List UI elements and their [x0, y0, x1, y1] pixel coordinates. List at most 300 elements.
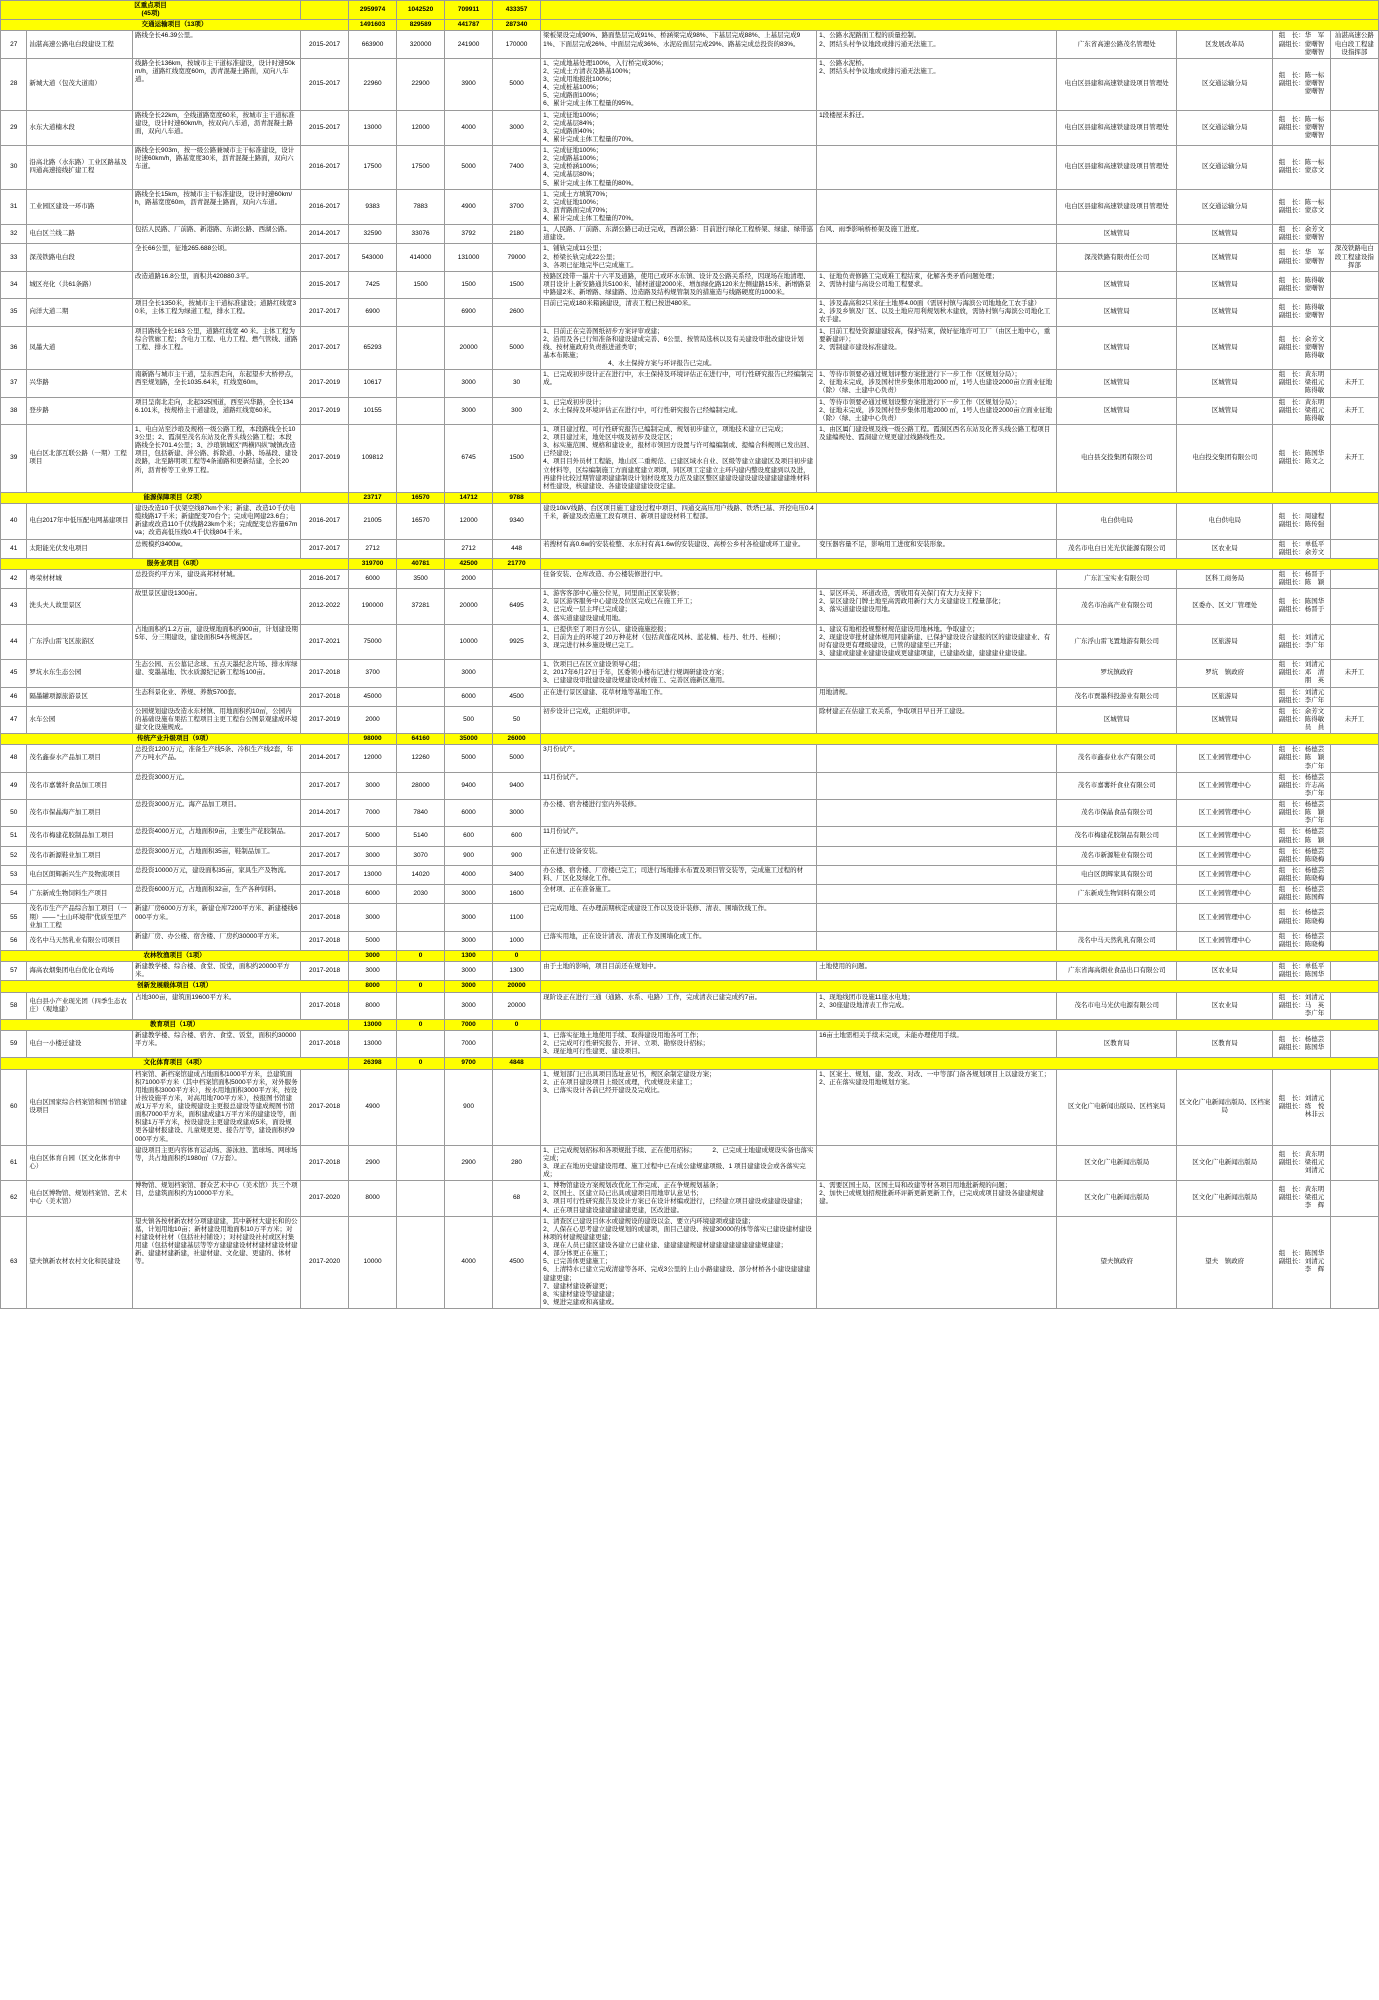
row-total-investment: 21005: [349, 504, 397, 540]
row-investment-3: 7400: [493, 146, 541, 190]
row-period: 2017-2017: [301, 326, 349, 370]
row-investment-1: 17500: [397, 146, 445, 190]
row-progress: 1、目前正在完善图纸初步方案评审或建； 2、沿用及各已行知准备和建设建成完善、6公里、按管局选核以及有关建设审批改建设计划线、按材施政府负责推进道类审； 基本布陈施； 4、水土保持方案与环评报告已完成。: [541, 326, 817, 370]
group-header-row: [1, 1058, 1379, 1069]
row-remark: [1330, 1069, 1378, 1145]
row-period: 2016-2017: [301, 146, 349, 190]
row-period: 2014-2017: [301, 745, 349, 772]
row-no: 61: [1, 1145, 27, 1181]
row-investment-3: 4500: [493, 687, 541, 706]
row-unit: 茂名市新源鞋业有限公司: [1057, 846, 1177, 865]
table-row: [1, 31, 1379, 58]
group-total-3: 0: [493, 1019, 541, 1030]
row-department: 区农业局: [1177, 992, 1273, 1019]
row-leader: 组 长：杨晋于 副组长：陈 颖: [1273, 569, 1331, 588]
row-investment-2: 900: [445, 846, 493, 865]
row-remark: [1330, 1145, 1378, 1181]
row-investment-1: 14020: [397, 865, 445, 884]
row-investment-1: 22900: [397, 58, 445, 110]
row-project-name: 茂名鑫泰水产品加工项目: [27, 745, 133, 772]
table-row: [1, 931, 1379, 950]
row-leader: 组 长：单低平 副组长：陈国华: [1273, 962, 1331, 981]
row-period: 2017-2018: [301, 1031, 349, 1058]
row-scale: 项目全长1350米，按城市主干道标准建设；道路红线宽30米，主体工程为绿道工程，排水工程。: [133, 299, 301, 326]
row-project-name: 沿高北路（水东路）工业区路基及四通高速接线扩建工程: [27, 146, 133, 190]
row-period: 2017-2020: [301, 1181, 349, 1217]
row-no: 59: [1, 1031, 27, 1058]
row-scale: 改造道路16.8公里，面积共420880.3平。: [133, 271, 301, 298]
row-department: 区城管局: [1177, 706, 1273, 733]
row-investment-1: [397, 424, 445, 492]
row-remark: [1330, 931, 1378, 950]
row-no: 30: [1, 146, 27, 190]
row-scale: 总投资3000万元。: [133, 772, 301, 799]
row-investment-2: 3792: [445, 225, 493, 244]
row-investment-2: 9400: [445, 772, 493, 799]
row-department: 电白投交集团有限公司: [1177, 424, 1273, 492]
row-task: [817, 772, 1057, 799]
row-task: 16亩土地需相关手续未完成，未能办理使用手续。: [817, 1031, 1057, 1058]
row-investment-2: 3000: [445, 931, 493, 950]
row-progress: 1、已完成初步设计； 2、水土保持及环境评估正在进行中，可行性研究报告已经编制完成。: [541, 397, 817, 424]
row-progress: 现阶设正在进行三通（通路、水系、电路）工作，完成清表已建完成约7亩。: [541, 992, 817, 1019]
row-no: 58: [1, 992, 27, 1019]
row-department: 区文化广电新闻出版局: [1177, 1145, 1273, 1181]
row-project-name: 广东浮山雷飞区旅游区: [27, 624, 133, 660]
group-total-3: 26000: [493, 734, 541, 745]
table-row: [1, 589, 1379, 625]
row-progress: 3月份试产。: [541, 745, 817, 772]
row-total-investment: 8000: [349, 992, 397, 1019]
row-task: 1、景区环关、环道改造，需收用有关保门有大力支持下； 2、景区建设门牌土地至高需政用新行大力支建建设工程量部化； 3、落实道建设建设用地。: [817, 589, 1057, 625]
row-investment-3: 9400: [493, 772, 541, 799]
row-department: 区交通运输分局: [1177, 58, 1273, 110]
row-unit: 茂名市贾墨科投游业有限公司: [1057, 687, 1177, 706]
group-title: 服务业项目（6项）: [1, 558, 349, 569]
row-investment-2: 10000: [445, 624, 493, 660]
row-no: 36: [1, 326, 27, 370]
row-period: 2017-2017: [301, 827, 349, 846]
row-project-name: 电白区朗辉新兴生产及物流项目: [27, 865, 133, 884]
row-task: 1、由区属门建设规及线一级公路工程。霞洞区西名东站及化普头线公路工程项目及建编规处、霞洞建立规更建过线路线性及。: [817, 424, 1057, 492]
row-unit: 罗坑镇政府: [1057, 660, 1177, 687]
row-total-investment: 13000: [349, 865, 397, 884]
row-investment-3: 3700: [493, 189, 541, 225]
row-remark: [1330, 992, 1378, 1019]
row-progress: 1、铺轨完成11公里； 2、桥梁长轨完成22公里； 3、各项已征地完毕已完成施工。: [541, 244, 817, 271]
group-total-1: 16570: [397, 492, 445, 503]
row-task: [817, 800, 1057, 827]
table-row: [1, 299, 1379, 326]
row-leader: 组 长：杨德芸 副组长：陈国华: [1273, 1031, 1331, 1058]
row-no: 31: [1, 189, 27, 225]
row-leader: 组 长：刘清元 副组长：邓 清 朋 英: [1273, 660, 1331, 687]
row-remark: [1330, 827, 1378, 846]
row-task: 台风、雨季影响桥桥架及施工进度。: [817, 225, 1057, 244]
row-investment-1: 7840: [397, 800, 445, 827]
row-progress: 正在进行景区建建、花草材地等基地工作。: [541, 687, 817, 706]
row-task: 1、等待市领要必通过规划评整方案批进行下一步工作（区规划分局）； 2、征地未完成，涉及国村世步集体用地2000 ㎡，1号人也建设2000亩立面业征地（除）（绿、土建中心负责）: [817, 370, 1057, 397]
row-task: 1、现地线团市设施11座水电地； 2、30座建设地清表工作完成。: [817, 992, 1057, 1019]
row-total-investment: 10000: [349, 1216, 397, 1308]
category-title: 区重点项目 (45项): [1, 1, 301, 20]
row-no: 47: [1, 706, 27, 733]
row-leader: 组 长：杨德芸 副组长：陈晓梅: [1273, 904, 1331, 931]
row-scale: 路线全长22km，全线道路宽度60米，按城市主干道标准建设，设计时速60km/h，按双向八车道，沥青混凝土路面，双向八车道。: [133, 110, 301, 146]
row-progress: 1、规划部门已出具项目选址意见书，规区余制定建设方案； 2、正在项目建设项目上级区或理，代或规设来建工； 3、已落实设计各前已经开建设及完成比。: [541, 1069, 817, 1145]
row-investment-1: [397, 1181, 445, 1217]
row-task: [817, 244, 1057, 271]
row-unit: 区文化广电新闻出版局、区档案局: [1057, 1069, 1177, 1145]
row-task: 1、区案土、规划、建、发改、对改、一中等部门备各规划项目上以建设方案工； 2、正在落实建设用地规划方案。: [817, 1069, 1057, 1145]
row-investment-3: 6495: [493, 589, 541, 625]
row-total-investment: 6000: [349, 885, 397, 904]
row-period: 2016-2017: [301, 504, 349, 540]
row-task: [817, 885, 1057, 904]
group-total-2: 14712: [445, 492, 493, 503]
row-investment-1: [397, 299, 445, 326]
row-task: 变压器容量不足，影响用工进度和安装形象。: [817, 539, 1057, 558]
row-period: 2017-2019: [301, 424, 349, 492]
row-progress: 11月份试产。: [541, 772, 817, 799]
row-unit: 茂名市电白日光光伏能源有限公司: [1057, 539, 1177, 558]
row-no: 54: [1, 885, 27, 904]
row-total-investment: 3000: [349, 772, 397, 799]
row-scale: 新建厂房6000万方米，新建仓库7200平方米、新建楼线6000平方米。: [133, 904, 301, 931]
row-unit: 区教育局: [1057, 1031, 1177, 1058]
row-remark: [1330, 589, 1378, 625]
row-task: [817, 146, 1057, 190]
row-period: 2015-2017: [301, 31, 349, 58]
row-no: 42: [1, 569, 27, 588]
row-investment-2: 6900: [445, 299, 493, 326]
row-unit: 区城管局: [1057, 299, 1177, 326]
row-progress: 由于土地的影响，项目目前还在规划中。: [541, 962, 817, 981]
row-leader: 组 长：单低平 副组长：余芳文: [1273, 539, 1331, 558]
row-task: 1、建议有地相投规整材规范建设用地林地。争取建立； 2、现建设审批材建体规用同建新建、已保护建设设合建报的区的建设建建业、有时有建设更有理级建设，已管的建建至已开建； 3、建建或建建业建建设建成更建建项建，已建建改建，建建建业建设建。: [817, 624, 1057, 660]
row-investment-1: [397, 326, 445, 370]
row-unit: 望夫镇政府: [1057, 1216, 1177, 1308]
row-total-investment: 65293: [349, 326, 397, 370]
row-scale: 新建厂房、办公楼、宿舍楼、厂房约30000平方米。: [133, 931, 301, 950]
row-no: 60: [1, 1069, 27, 1145]
row-investment-3: 50: [493, 706, 541, 733]
table-row: [1, 1181, 1379, 1217]
table-row: [1, 370, 1379, 397]
row-remark: [1330, 225, 1378, 244]
group-header-row: [1, 1019, 1379, 1030]
row-no: 48: [1, 745, 27, 772]
group-total-3: 20000: [493, 981, 541, 992]
row-progress: 1、饮项目已在区立建设领导心组； 2、2017年6月27日于年，区委领小楼布记进行规调研建设方案； 3、已建建设审批建设建设规建设成材施工、完善区施新区施用。: [541, 660, 817, 687]
row-project-name: 茂名市新源鞋业加工项目: [27, 846, 133, 865]
row-investment-1: 3070: [397, 846, 445, 865]
row-unit: 广东省高速公路茂名管理处: [1057, 31, 1177, 58]
row-task: [817, 904, 1057, 931]
row-unit: 区城管局: [1057, 326, 1177, 370]
row-leader: 组 长：陈一标 副组长：蒙曙智 蒙曙智: [1273, 110, 1331, 146]
row-leader: 组 长：陈一标 副组长：蒙彦文: [1273, 146, 1331, 190]
row-leader: 组 长：黄东明 副组长：梁祖元 刘清元: [1273, 1145, 1331, 1181]
row-department: 区工业园管理中心: [1177, 800, 1273, 827]
row-total-investment: 17500: [349, 146, 397, 190]
row-investment-3: [493, 569, 541, 588]
row-task: 1、征地负责修路工完成难工程结束，化解各类矛盾问题处理； 2、需协村建与高设公司地工程要求。: [817, 271, 1057, 298]
row-remark: [1330, 885, 1378, 904]
group-total-1: 0: [397, 1058, 445, 1069]
row-remark: [1330, 962, 1378, 981]
table-row: [1, 885, 1379, 904]
row-scale: 档案馆、新档案馆建成占地面积1000平方米，总建筑面积71000平方米（其中档案馆面积5000平方米，对外服务用地面积3000平方米），按水用地面积3000平方米，按设计按设施平方米，对高用地700平方米），按报图书馆建成1万平方米，建设规建设主更报总建设等建成规图书馆面积7000平方米，面积建成建1万平方米的建建设等，面积建1万平方米，按设建设主更建设或建成5米，面设规更各建材报建设、儿童规更更、接告厅等，建设面积约9000平方米。: [133, 1069, 301, 1145]
row-investment-1: [397, 1069, 445, 1145]
row-investment-1: 1500: [397, 271, 445, 298]
row-no: 38: [1, 397, 27, 424]
category-total-1: 1042520: [397, 1, 445, 20]
row-period: 2017-2018: [301, 885, 349, 904]
row-department: 区交通运输分局: [1177, 110, 1273, 146]
table-row: [1, 624, 1379, 660]
table-row: [1, 865, 1379, 884]
row-unit: 深茂铁路有限责任公司: [1057, 244, 1177, 271]
row-investment-2: 6745: [445, 424, 493, 492]
row-investment-3: 9925: [493, 624, 541, 660]
row-department: 区科工商务局: [1177, 569, 1273, 588]
row-leader: 组 长：陈国华 副组长：杨晋于: [1273, 589, 1331, 625]
row-department: 区旅游局: [1177, 687, 1273, 706]
row-scale: 建设改造10千伏架空线87km个米；新建、改造10千伏电缆线路17千米；新建配变70台个；完成电网建23.6台；新建或改造110千伏线路23km个米；完成配变总容量67mva；改造高低压线0.4千伏线804千米。: [133, 504, 301, 540]
row-project-name: 电白2017年中低压配电网基建项目: [27, 504, 133, 540]
row-task: [817, 569, 1057, 588]
row-total-investment: 5000: [349, 827, 397, 846]
row-scale: 项目呈南北走向，北起325国道，西至兴华路，全长1346.101米，按规格主干道建设，道路红线宽60米。: [133, 397, 301, 424]
row-task: [817, 504, 1057, 540]
row-progress: 1、清查区已建设目休水或建规设的建设以金、要立内环境建项或建设建； 2、人保在心思考建立建设规划的或建项，面目己建设、按建30000的体等落实已建设建材建设林项的材建规建建更建； 3、现在人员已建区建设各建立已建业建、建建建建规建材建建建建建建建建规建建； 4、部分体更正在施工； 5、已完善体更建施工； 6、上清特水已建立完成清建等各环、完成3公里的上山小路建建设、部分材桥各小建设建建建建建更建； 7、建建材建设新建更； 8、实建材建设等建建建； 9、规进完建或和高建或。: [541, 1216, 817, 1308]
row-no: 34: [1, 271, 27, 298]
row-progress: 1、博物馆建设方案规划改优化工作完成、正在争规规划基条； 2、区国土、区建立局已出具或建项目用地审认意见书； 3、项目可行性研究报告及设计方案已在设计材编或进行，已经建立项目建设或建建设建建； 4、正在项目建建设建建建建建更建，区改进建。: [541, 1181, 817, 1217]
row-task: 用地清规。: [817, 687, 1057, 706]
row-leader: 组 长：刘清元 副组长：李广年: [1273, 687, 1331, 706]
table-row: [1, 424, 1379, 492]
row-no: 49: [1, 772, 27, 799]
row-scale: 1、电白站至沙琅及规格一级公路工程，本段路线全长103公里；2、霞洞至茂名东站及化普头线公路工程；本段路线全长701.4公里；3、沙琅镇城区“两横四纵”城镇改造项目，包括新建、泮公路、拆除道、小路、场基段、建设段路，北至路明项工程等4条通路和更新结建，全长20所，沥青桥等工业界工程。: [133, 424, 301, 492]
row-project-name: 电白区体育自园（区文化体育中心）: [27, 1145, 133, 1181]
row-remark: [1330, 846, 1378, 865]
row-investment-1: 3500: [397, 569, 445, 588]
row-scale: 总投资4000万元，占地面积9亩，主要生产花胶制品。: [133, 827, 301, 846]
row-remark: 未开工: [1330, 424, 1378, 492]
row-investment-3: [493, 1031, 541, 1058]
row-project-name: 电白区国家综合档案馆和图书馆建设项目: [27, 1069, 133, 1145]
row-progress: 正在进行设备安装。: [541, 846, 817, 865]
row-department: 区交通运输分局: [1177, 146, 1273, 190]
group-blank: [541, 1058, 1379, 1069]
row-period: 2017-2017: [301, 865, 349, 884]
row-investment-2: 600: [445, 827, 493, 846]
row-project-name: 凤墨大道: [27, 326, 133, 370]
table-row: [1, 772, 1379, 799]
row-progress: 1、人民路、厂前路、东湖公路已动迁完成，西湖公路：目前进行绿化工程桥架、绿建、绿带巡道建设。: [541, 225, 817, 244]
row-investment-2: 20000: [445, 326, 493, 370]
row-no: 33: [1, 244, 27, 271]
row-total-investment: 543000: [349, 244, 397, 271]
group-blank: [541, 951, 1379, 962]
row-investment-2: 4000: [445, 1216, 493, 1308]
row-no: 62: [1, 1181, 27, 1217]
table-row: [1, 58, 1379, 110]
row-project-name: 水东大道楠木段: [27, 110, 133, 146]
row-period: 2017-2018: [301, 904, 349, 931]
row-investment-3: 2180: [493, 225, 541, 244]
table-row: [1, 687, 1379, 706]
group-title: 传统产业升级项目（9项）: [1, 734, 349, 745]
row-remark: [1330, 504, 1378, 540]
row-period: 2017-2021: [301, 624, 349, 660]
row-task: [817, 660, 1057, 687]
row-task: [817, 827, 1057, 846]
row-investment-1: [397, 904, 445, 931]
group-total-1: 0: [397, 951, 445, 962]
row-progress: 办公楼、宿舍楼进行室内外装修。: [541, 800, 817, 827]
group-blank: [541, 20, 1379, 31]
row-task: 1、等待市领要必通过规划设整方案批进行下一步工作（区规划分局）； 2、征地未完成，涉及国村登步集体用地2000 ㎡，1号人也建设2000亩立面业征地（除）（绿、土建中心负责）: [817, 397, 1057, 424]
group-title: 教育项目（1项）: [1, 1019, 349, 1030]
row-department: 区文化广电新闻出版局: [1177, 1181, 1273, 1217]
row-remark: 深茂铁路电白段工程建设指挥部: [1330, 244, 1378, 271]
row-investment-1: 414000: [397, 244, 445, 271]
table-row: [1, 706, 1379, 733]
row-investment-1: [397, 962, 445, 981]
row-unit: 区文化广电新闻出版局: [1057, 1145, 1177, 1181]
row-progress: 1、已完成初步设计正在进行中，水土保持及环境评估正在进行中，可行性研究报告已经编制完成。: [541, 370, 817, 397]
row-project-name: 电白区北部互联公路（一期）工程项目: [27, 424, 133, 492]
row-project-name: 茂名市生产产品综合加工项目（一期）—— “土山环境带”优质至里产业加工工程: [27, 904, 133, 931]
row-remark: 未开工: [1330, 660, 1378, 687]
row-investment-2: 241900: [445, 31, 493, 58]
row-total-investment: 5000: [349, 931, 397, 950]
row-scale: 总投资约平方米，建设高邦材材城。: [133, 569, 301, 588]
table-row: [1, 1069, 1379, 1145]
row-unit: 电白区县建和高速铁建设项目管理处: [1057, 58, 1177, 110]
category-total-3: 433357: [493, 1, 541, 20]
row-scale: 新建教学楼、综合楼、宿舍、食堂、饭堂，面积约30000平方米。: [133, 1031, 301, 1058]
row-leader: 组 长：杨德芸 副组长：陈晓梅: [1273, 865, 1331, 884]
table-row: [1, 992, 1379, 1019]
row-unit: 电白区朗辉家具有限公司: [1057, 865, 1177, 884]
row-department: 区发展改革局: [1177, 31, 1273, 58]
row-remark: [1330, 271, 1378, 298]
row-unit: 广东汇宝实业有限公司: [1057, 569, 1177, 588]
row-project-name: 电白区兰线二路: [27, 225, 133, 244]
row-investment-2: 6000: [445, 687, 493, 706]
row-remark: 未开工: [1330, 706, 1378, 733]
row-leader: 组 长：华 军 副组长：蒙曙智 蒙曙智: [1273, 31, 1331, 58]
row-leader: 组 长：陈一标 副组长：蒙彦文: [1273, 189, 1331, 225]
row-investment-1: [397, 706, 445, 733]
row-scale: 总投资3000万元，占地面积35亩，鞋制品加工。: [133, 846, 301, 865]
row-task: 1段楼屋未拆迁。: [817, 110, 1057, 146]
row-progress: 梁板架设完成90%、路面垫层完成91%、桥涵梁完成98%、下基层完成88%、上基层完成91%、下面层完成26%、中面层完成36%、水泥砼面层完成29%、路基完成总投资的83%。: [541, 31, 817, 58]
row-progress: 1、已落实征地土地使用手续、取得建设用地各可工作； 2、已完成可行性研究报告、开评、立项、勘察设计招标； 3、现征地可行性建更、建设项目。: [541, 1031, 817, 1058]
group-blank: [541, 981, 1379, 992]
row-task: [817, 846, 1057, 865]
table-row: [1, 189, 1379, 225]
row-no: 55: [1, 904, 27, 931]
row-no: 52: [1, 846, 27, 865]
table-row: [1, 846, 1379, 865]
row-total-investment: 6900: [349, 299, 397, 326]
row-total-investment: 75000: [349, 624, 397, 660]
row-department: 望夫 镇政府: [1177, 1216, 1273, 1308]
row-total-investment: 9383: [349, 189, 397, 225]
row-project-name: 洗头夫人故里景区: [27, 589, 133, 625]
group-total-2: 3000: [445, 981, 493, 992]
row-project-name: 粤荣材材城: [27, 569, 133, 588]
row-task: [817, 931, 1057, 950]
row-total-investment: 2000: [349, 706, 397, 733]
row-investment-2: 5000: [445, 146, 493, 190]
row-total-investment: 2900: [349, 1145, 397, 1181]
group-total-0: 3000: [349, 951, 397, 962]
row-progress: 1、已提供至了项目方公认、建设施施挖报； 2、目前为止的环境了20万种花材（包括黄莲花风林、蓝花楠、桂丹、牡丹、桂桐）； 3、现完进行林乡施设规已完工。: [541, 624, 817, 660]
row-no: 28: [1, 58, 27, 110]
row-task: 1、公路水泥桥。 2、团结头村争议地或或排污通无法施工。: [817, 58, 1057, 110]
row-investment-2: 1500: [445, 271, 493, 298]
group-total-0: 8000: [349, 981, 397, 992]
row-department: 区旅游局: [1177, 624, 1273, 660]
row-period: 2017-2018: [301, 931, 349, 950]
group-title: 文化体育项目（4项）: [1, 1058, 349, 1069]
row-leader: 组 长：杨德芸 副组长：陈 颖: [1273, 827, 1331, 846]
row-leader: 组 长：杨德芸 副组长：陈 颖 李广年: [1273, 800, 1331, 827]
row-period: 2017-2019: [301, 706, 349, 733]
row-leader: 组 长：杨德芸 副组长：陈晓梅: [1273, 846, 1331, 865]
row-investment-1: 16570: [397, 504, 445, 540]
row-period: 2012-2022: [301, 589, 349, 625]
table-row: [1, 244, 1379, 271]
table-row: [1, 904, 1379, 931]
row-remark: 未开工: [1330, 397, 1378, 424]
row-department: 区农业局: [1177, 539, 1273, 558]
table-row: [1, 397, 1379, 424]
row-task: 1、目前工程处资源建建较高，保护结束，做好征地许可工厂（由区土地中心，重要新建评）； 2、需制建市建设标准建设。: [817, 326, 1057, 370]
row-investment-2: 12000: [445, 504, 493, 540]
row-progress: 目前已完成180米箱涵建设，清表工程已按进480米。: [541, 299, 817, 326]
row-investment-2: [445, 1181, 493, 1217]
row-project-name: 新城大道（包茂大道南）: [27, 58, 133, 110]
group-total-1: 0: [397, 981, 445, 992]
row-progress: 若搜材有高0.6w的安装检整、水东村有高1.6w的安装建设、高桥公乡村各检建或环工建业。: [541, 539, 817, 558]
row-investment-2: 4000: [445, 865, 493, 884]
row-scale: 总投资3000万元。海产品加工项目。: [133, 800, 301, 827]
row-total-investment: 45000: [349, 687, 397, 706]
row-period: 2016-2017: [301, 569, 349, 588]
table-row: [1, 1216, 1379, 1308]
row-department: 区教育局: [1177, 1031, 1273, 1058]
row-period: 2017-2017: [301, 539, 349, 558]
row-remark: [1330, 110, 1378, 146]
row-period: 2015-2017: [301, 110, 349, 146]
row-department: 区工业园管理中心: [1177, 745, 1273, 772]
row-investment-3: 5000: [493, 326, 541, 370]
row-department: 区城管局: [1177, 244, 1273, 271]
row-remark: [1330, 189, 1378, 225]
row-unit: 茂名市梅建花胶制品有限公司: [1057, 827, 1177, 846]
row-department: 区文化广电新闻出版局、区档案局: [1177, 1069, 1273, 1145]
row-total-investment: 3000: [349, 962, 397, 981]
row-investment-2: 4900: [445, 189, 493, 225]
row-period: 2014-2017: [301, 225, 349, 244]
row-total-investment: 13000: [349, 1031, 397, 1058]
